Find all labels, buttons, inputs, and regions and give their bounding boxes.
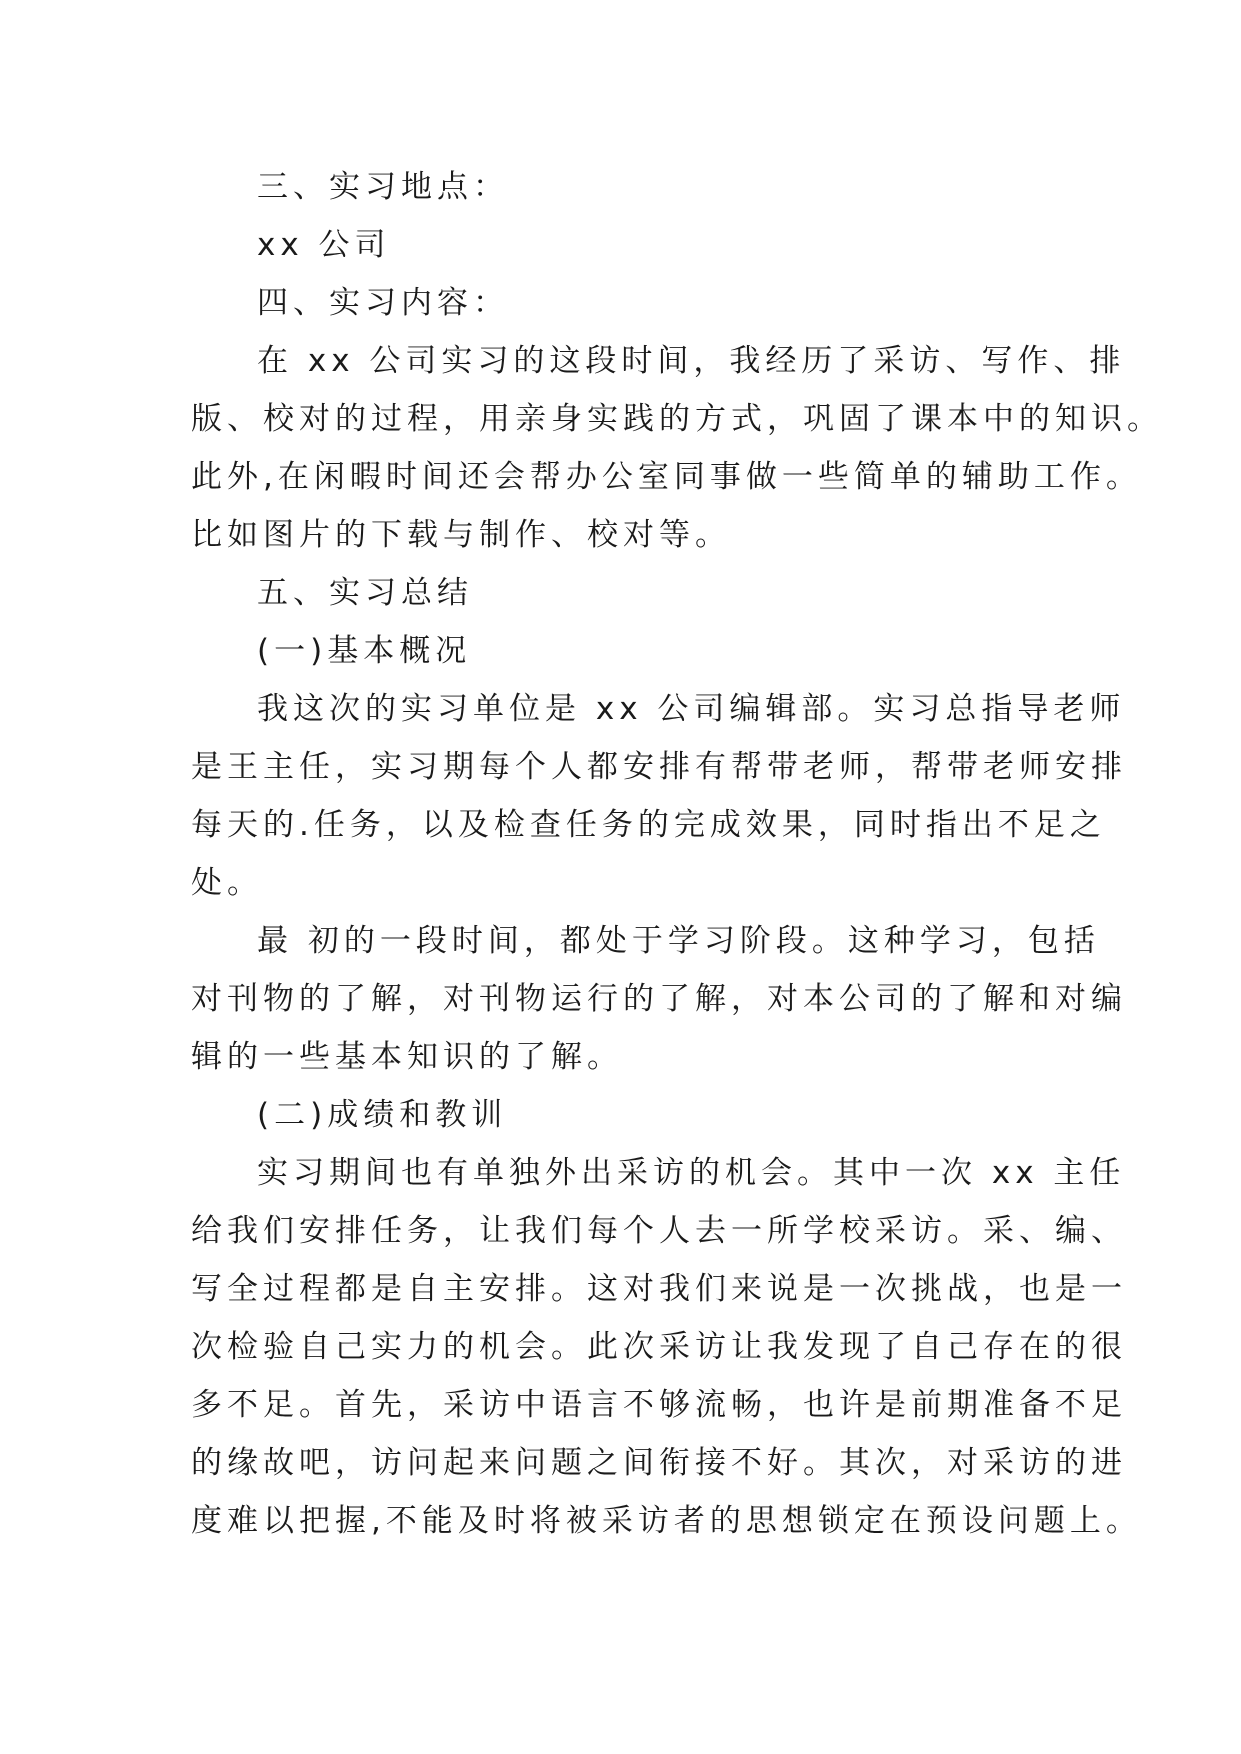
subheading-overview: (一)基本概况 [257,633,472,669]
paragraph-line: 辑的一些基本知识的了解。 [191,1039,623,1075]
paragraph-line: 版、校对的过程，用亲身实践的方式，巩固了课本中的知识。 [191,401,1163,437]
paragraph-line: 是王主任，实习期每个人都安排有帮带老师，帮带老师安排 [191,749,1127,785]
paragraph-line: 最 初的一段时间，都处于学习阶段。这种学习，包括 [257,923,1100,959]
paragraph-overview [191,680,1127,912]
paragraph-results-lessons [191,1144,1142,1550]
paragraph-line: 的缘故吧，访问起来问题之间衔接不好。其次，对采访的进 [191,1445,1127,1481]
paragraph-internship-content [191,332,1163,564]
paragraph-line: 每天的.任务，以及检查任务的完成效果，同时指出不足之 [191,807,1106,843]
paragraph-line: 写全过程都是自主安排。这对我们来说是一次挑战，也是一 [191,1271,1127,1307]
heading-internship-content: 四、实习内容： [257,285,509,321]
paragraph-line: 对刊物的了解，对刊物运行的了解，对本公司的了解和对编 [191,981,1127,1017]
paragraph-line: 在 xx 公司实习的这段时间，我经历了采访、写作、排 [257,343,1126,379]
paragraph-line: 次检验自己实力的机会。此次采访让我发现了自己存在的很 [191,1329,1127,1365]
paragraph-line: 此外,在闲暇时间还会帮办公室同事做一些简单的辅助工作。 [191,459,1142,495]
paragraph-line: 给我们安排任务，让我们每个人去一所学校采访。采、编、 [191,1213,1127,1249]
paragraph-line: 度难以把握,不能及时将被采访者的思想锁定在预设问题上。 [191,1503,1142,1539]
paragraph-line: 比如图片的下载与制作、校对等。 [191,517,731,553]
heading-internship-summary: 五、实习总结 [257,575,473,611]
paragraph-line: 多不足。首先，采访中语言不够流畅，也许是前期准备不足 [191,1387,1127,1423]
paragraph-line: 我这次的实习单位是 xx 公司编辑部。实习总指导老师 [257,691,1126,727]
heading-internship-location: 三、实习地点： [257,169,509,205]
paragraph-initial-period [191,912,1127,1086]
document-body [191,158,1163,1550]
paragraph-line: 实习期间也有单独外出采访的机会。其中一次 xx 主任 [257,1155,1126,1191]
subheading-results-lessons: (二)成绩和教训 [257,1097,508,1133]
internship-location-value: xx 公司 [257,227,391,263]
paragraph-line: 处。 [191,865,263,901]
